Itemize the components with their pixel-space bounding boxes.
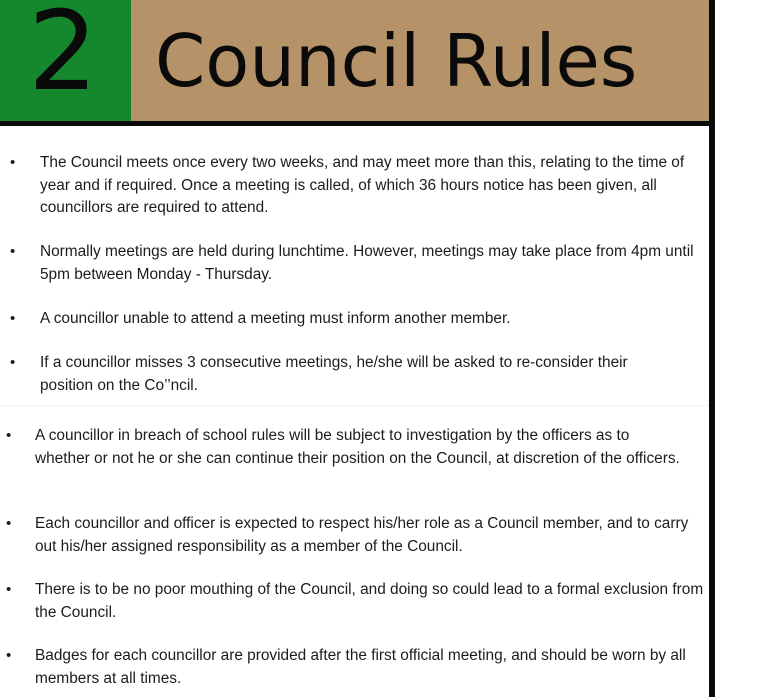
bullet-icon: • (10, 310, 16, 327)
rule-text: Each councillor and officer is expected to respect his/her role as a Council member, and to carry out his/her assigned responsibility as a member of the Council. (35, 515, 689, 555)
bullet-icon: • (6, 427, 12, 444)
section-number: 2 (28, 0, 98, 115)
rule-text: A councillor in breach of school rules will be subject to investigation by the officers as to whether or not he or she can continue their position on the Council, at discretion of the officers. (35, 427, 680, 467)
bullet-icon: • (6, 647, 12, 664)
faint-divider (0, 405, 709, 406)
bullet-icon: • (6, 515, 12, 532)
bullet-icon: • (10, 154, 16, 171)
bullet-icon: • (6, 581, 12, 598)
rule-text: A councillor unable to attend a meeting must inform another member. (40, 310, 511, 327)
rule-text: The Council meets once every two weeks, and may meet more than this, relating to the time of year and if required. Once a meeting is called, of which 36 hours notice has been given, all councillors are required to attend. (40, 154, 685, 216)
bullet-icon: • (10, 354, 16, 371)
page-right-border (709, 0, 715, 697)
section-title-box (131, 0, 715, 123)
rule-text: If a councillor misses 3 consecutive meetings, he/she will be asked to re-consider their position on the Co’’ncil. (40, 354, 628, 394)
header-divider (0, 121, 715, 126)
section-title: Council Rules (155, 19, 638, 103)
section-header (0, 0, 715, 123)
rule-text: Badges for each councillor are provided after the first official meeting, and should be worn by all members at all times. (35, 647, 686, 687)
rule-text: There is to be no poor mouthing of the Council, and doing so could lead to a formal exclusion from the Council. (35, 581, 704, 621)
section-number-box (0, 0, 131, 123)
rule-text: Normally meetings are held during lunchtime. However, meetings may take place from 4pm until 5pm between Monday - Thursday. (40, 243, 694, 283)
bullet-icon: • (10, 243, 16, 260)
